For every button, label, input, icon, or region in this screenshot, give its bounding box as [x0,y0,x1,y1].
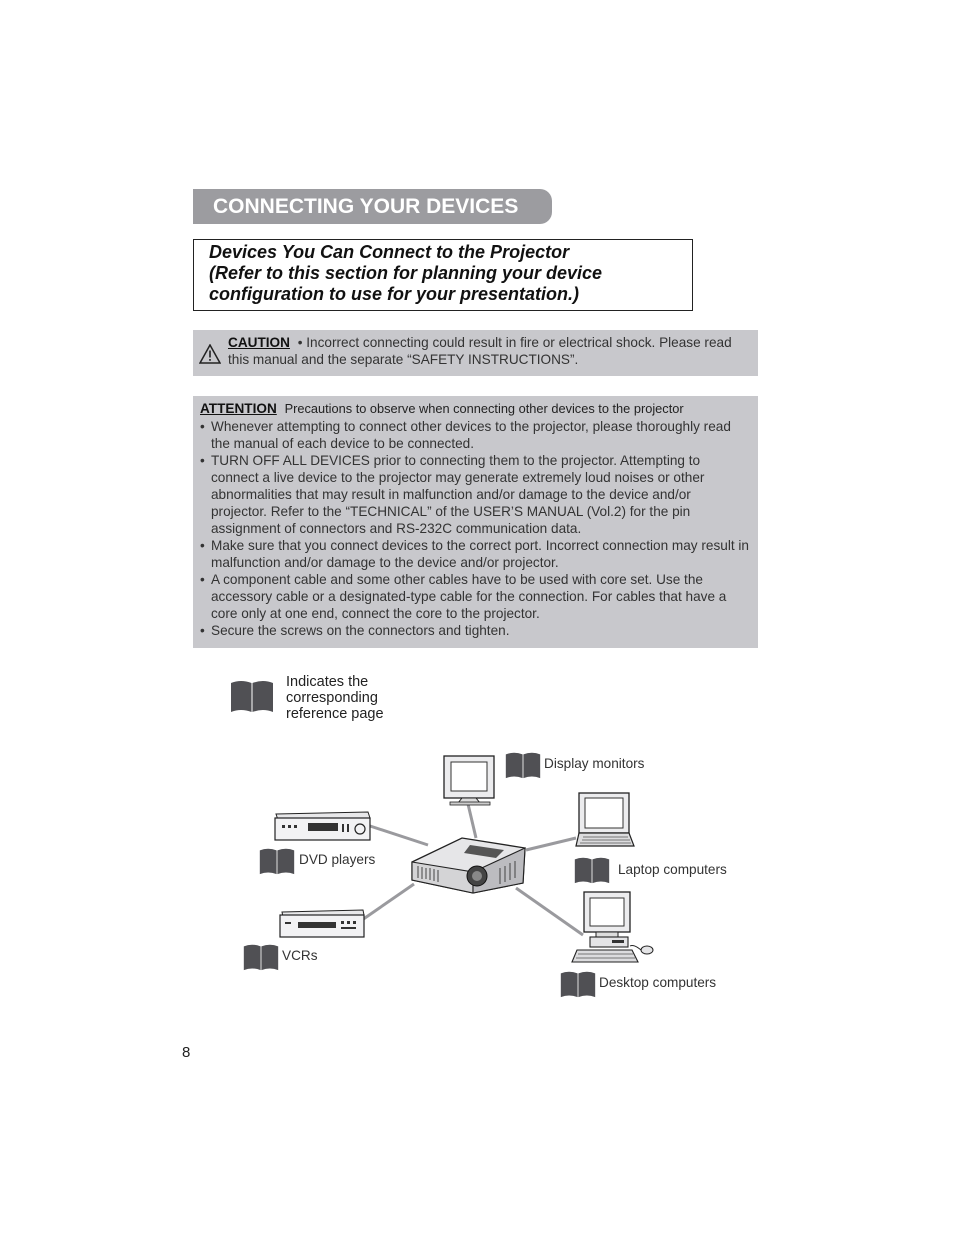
reference-book-icon [574,856,610,884]
reference-book-icon [560,970,596,998]
heading-line-2: (Refer to this section for planning your device [209,263,603,283]
reference-book-icon [505,751,541,779]
reference-book-icon [259,847,295,875]
reference-line-3: reference page [286,706,384,722]
laptop-icon [576,793,634,846]
caution-message: • Incorrect connecting could result in fire or electrical shock. Please read this manual and the separate “SAFETY INSTRUCTIONS”. [228,335,732,367]
desktop-computer-icon [572,892,653,962]
attention-description: Precautions to observe when connecting other devices to the projector [284,401,684,416]
attention-bullet: • Make sure that you connect devices to the correct port. Incorrect connection may result in malfunction and/or damage to the device and/or projector. [200,537,750,571]
section-title: CONNECTING YOUR DEVICES [193,189,552,224]
label-desktop-computers: Desktop computers [599,975,717,990]
attention-bullet: • Whenever attempting to connect other devices to the projector, please thoroughly read the manual of each device to be connected. [200,418,750,452]
heading-line-1: Devices You Can Connect to the Projector [209,242,570,262]
label-vcrs: VCRs [282,948,318,963]
attention-bullet: • Secure the screws on the connectors and tighten. [200,622,750,639]
attention-bullet: • TURN OFF ALL DEVICES prior to connecting them to the projector. Attempting to connect a live device to the projector may generate extremely loud noises or other abnormalities that may result in malfunction and/or damage to the device and/or projector. Refer to the “TECHNICAL” of the USER’S MANUAL (Vol.2) for the pin assignment of connectors and RS-232C communication data. [200,452,750,537]
label-laptop-computers: Laptop computers [618,862,727,877]
reference-line-1: Indicates the [286,674,369,690]
label-dvd-players: DVD players [299,852,376,867]
label-display-monitors: Display monitors [544,756,645,771]
display-monitor-icon [444,756,494,805]
vcr-icon [280,910,364,937]
dvd-player-icon [275,812,370,840]
reference-line-2: corresponding [286,690,378,706]
attention-label: ATTENTION [200,401,277,416]
reference-book-icon [243,943,279,971]
projector-icon [412,838,525,893]
page-number: 8 [182,1044,191,1061]
caution-label: CAUTION [228,335,290,350]
heading-line-3: configuration to use for your presentation.) [209,284,580,304]
attention-bullet: • A component cable and some other cables have to be used with core set. Use the accessory cable or a designated-type cable for the connection. For cables that have a core only at one end, connect the core to the projector. [200,571,750,622]
